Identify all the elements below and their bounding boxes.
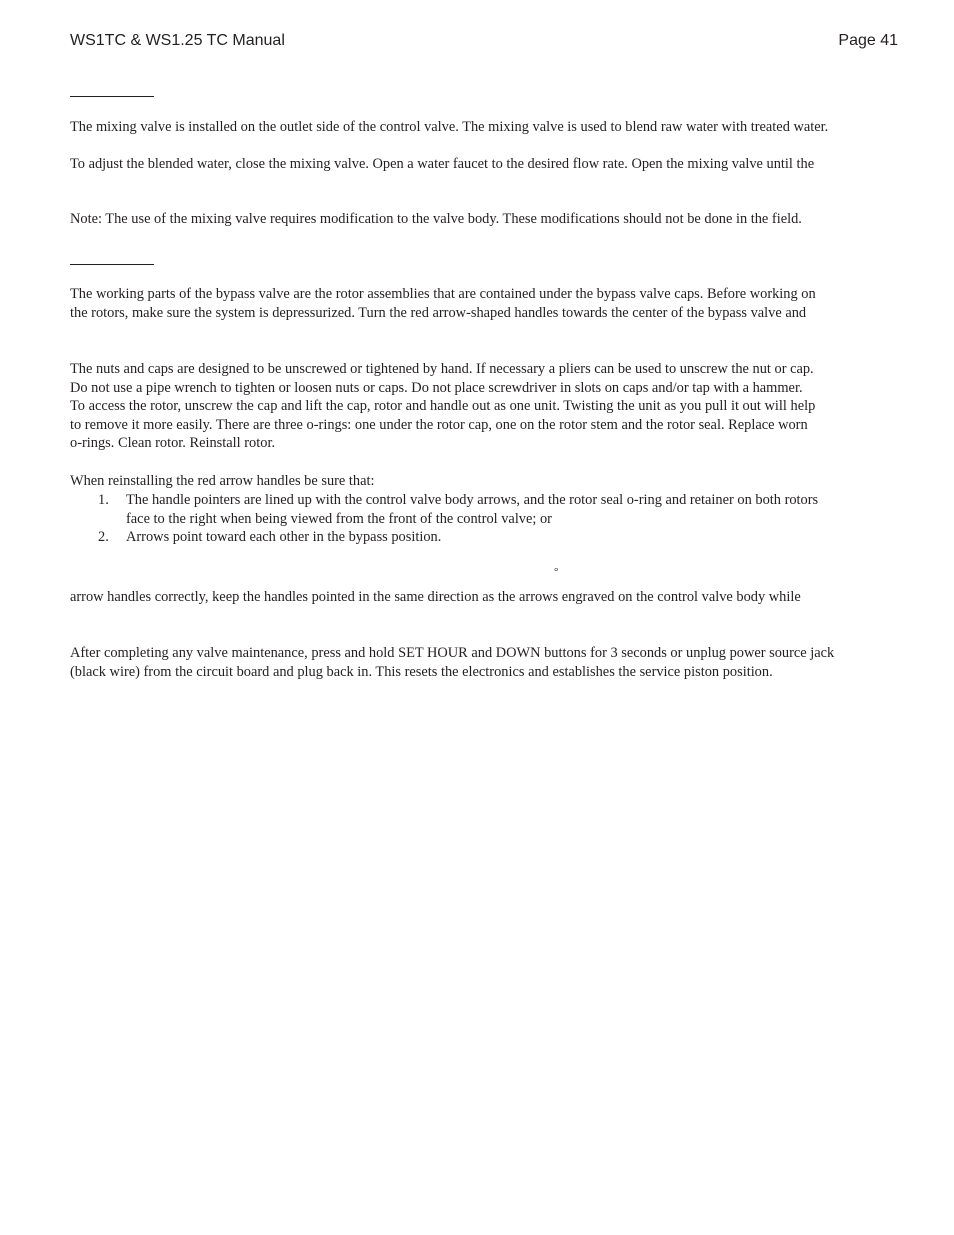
text-line: Do not use a pipe wrench to tighten or loosen nuts or caps. Do not place screwdriver in slots on caps and/or tap with a hammer. xyxy=(70,379,803,396)
list-item xyxy=(126,491,818,528)
page-number: Page 41 xyxy=(838,32,898,49)
text-line: the rotors, make sure the system is depressurized. Turn the red arrow-shaped handles towards the center of the bypass valve and xyxy=(70,304,807,321)
section-heading-rule-mixing xyxy=(70,96,154,97)
mixing-note: Note: The use of the mixing valve requires modification to the valve body. These modifications should not be done in the field. xyxy=(70,211,802,227)
list-number: 1. xyxy=(98,492,109,508)
bypass-paragraph-1 xyxy=(70,285,900,322)
text-line: Arrows point toward each other in the bypass position. xyxy=(126,529,442,545)
list-item xyxy=(126,528,441,547)
text-line: To access the rotor, unscrew the cap and lift the cap, rotor and handle out as one unit. Twisting the unit as you pull it out will help xyxy=(70,398,816,415)
text-line: to remove it more easily. There are three o-rings: one under the rotor cap, one on the rotor stem and the rotor seal. Replace worn xyxy=(70,416,808,433)
degree-symbol: ° xyxy=(554,566,559,578)
text-line: o-rings. Clean rotor. Reinstall rotor. xyxy=(70,435,276,452)
text-line: The nuts and caps are designed to be unscrewed or tightened by hand. If necessary a pliers can be used to unscrew the nut or cap. xyxy=(70,361,814,377)
maintenance-reset-paragraph xyxy=(70,644,900,681)
mixing-paragraph-2: To adjust the blended water, close the mixing valve. Open a water faucet to the desired flow rate. Open the mixing valve until the xyxy=(70,156,815,172)
text-line: (black wire) from the circuit board and plug back in. This resets the electronics and establishes the service piston position. xyxy=(70,663,773,680)
mixing-paragraph-1: The mixing valve is installed on the outlet side of the control valve. The mixing valve is used to blend raw water with treated water. xyxy=(70,119,829,135)
list-number: 2. xyxy=(98,529,109,545)
text-line: face to the right when being viewed from the front of the control valve; or xyxy=(126,510,552,527)
section-heading-rule-bypass xyxy=(70,264,154,265)
bypass-paragraph-2 xyxy=(70,360,900,453)
arrow-handles-line: arrow handles correctly, keep the handles pointed in the same direction as the arrows engraved on the control valve body while xyxy=(70,589,801,605)
text-line: After completing any valve maintenance, press and hold SET HOUR and DOWN buttons for 3 seconds or unplug power source jack xyxy=(70,645,835,661)
text-line: The handle pointers are lined up with the control valve body arrows, and the rotor seal o-ring and retainer on both rotors xyxy=(126,492,819,508)
reinstall-intro: When reinstalling the red arrow handles be sure that: xyxy=(70,473,375,489)
manual-title: WS1TC & WS1.25 TC Manual xyxy=(70,32,285,49)
text-line: The working parts of the bypass valve are the rotor assemblies that are contained under the bypass valve caps. Before working on xyxy=(70,286,816,302)
